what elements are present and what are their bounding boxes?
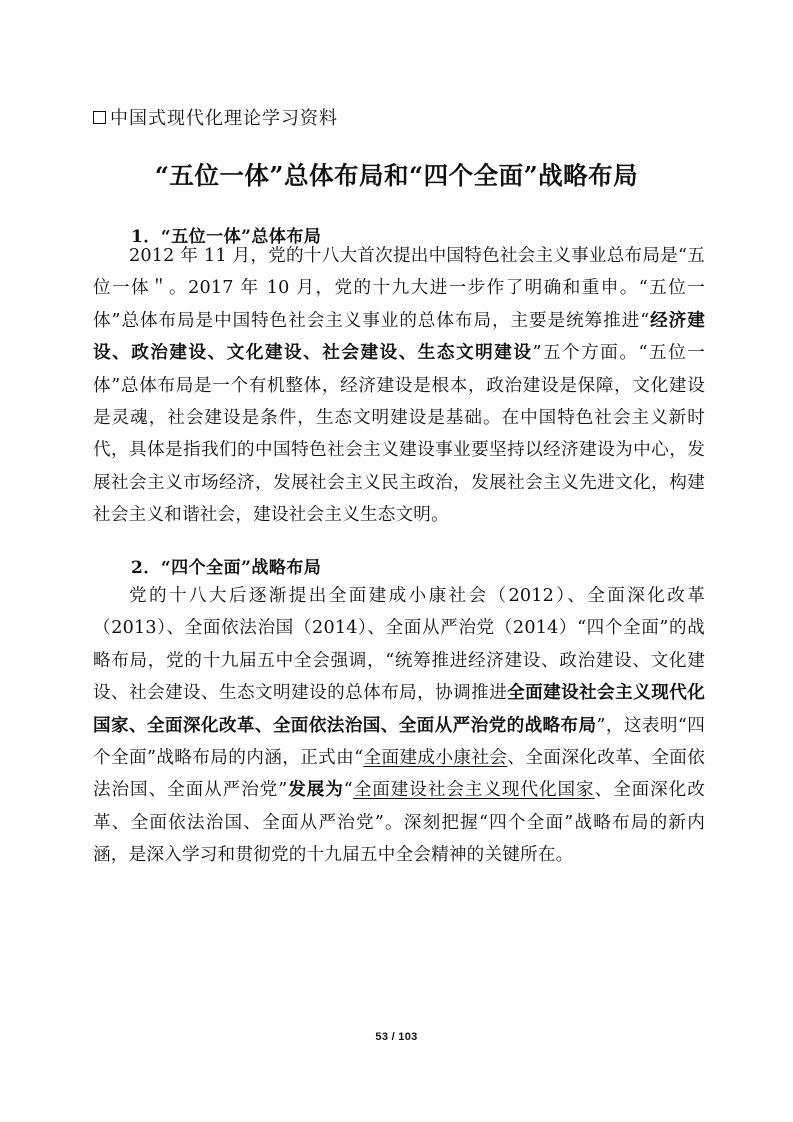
section-paragraph-four-comprehensives <box>93 580 705 872</box>
paragraph-text: 党的十八大后逐渐提出全面建成小康社会（2012）、全面深化改革（2013）、全面依法治国（2014）、全面从严治党（2014）“四个全面”的战略布局，党的十九届五中全会强调，“统筹推进经济建设、政治建设、文化建设、社会建设、生态文明建设的总体布局，协调推进 <box>93 586 705 704</box>
paragraph-bold-text: 经济建设、政治建设、文化建设、社会建设、生态文明建设 <box>93 309 705 364</box>
paragraph-text: ”五个方面。“五位一体”总体布局是一个有机整体，经济建设是根本，政治建设是保障，文化建设是灵魂，社会建设是条件，生态文明建设是基础。在中国特色社会主义新时代，具体是指我们的中国特色社会主义建设事业要坚持以经济建设为中心，发展社会主义市场经济，发展社会主义民主政治，发展社会主义先进文化，构建社会主义和谐社会，建设社会主义生态文明。 <box>93 343 705 526</box>
checkbox-icon <box>93 111 106 124</box>
paragraph-text: 2012 年 11 月，党的十八大首次提出中国特色社会主义事业总布局是“五位一体＂。2017 年 10 月，党的十九大进一步作了明确和重申。“五位一体”总体布局是中国特色社会主义事业的总体布局，主要是统筹推进“ <box>93 246 705 331</box>
paragraph-text: ”，这表明“四个全面”战略布局的内涵，正式由“ <box>93 715 706 769</box>
paragraph-text: “ <box>343 780 353 801</box>
paragraph-text: 、全面深化改革、全面依法治国、全面从严治党”。深刻把握“四个全面”战略布局的新内涵，是深入学习和贯彻党的十九届五中全会精神的关键所在。 <box>93 780 705 866</box>
page-number: 53 / 103 <box>375 1031 418 1043</box>
section-heading-four-comprehensives: 2．“四个全面”战略布局 <box>131 558 322 578</box>
paragraph-underlined-text: 全面建成小康社会 <box>363 748 508 769</box>
paragraph-underlined-text: 全面建设社会主义现代化国家 <box>352 780 595 801</box>
header-label: 中国式现代化理论学习资料 <box>110 108 338 129</box>
document-header <box>93 104 338 130</box>
paragraph-text: 、全面深化改革、全面依法治国、全面从严治党” <box>93 748 705 801</box>
paragraph-bold-text: 全面建设社会主义现代化国家、全面深化改革、全面依法治国、全面从严治党的战略布局 <box>93 682 705 736</box>
section-heading-five-in-one: 1．“五位一体”总体布局 <box>131 227 322 247</box>
section-paragraph-five-in-one <box>93 240 705 532</box>
page-title: “五位一体”总体布局和“四个全面”战略布局 <box>154 161 639 190</box>
paragraph-bold-text: 发展为 <box>287 779 344 801</box>
